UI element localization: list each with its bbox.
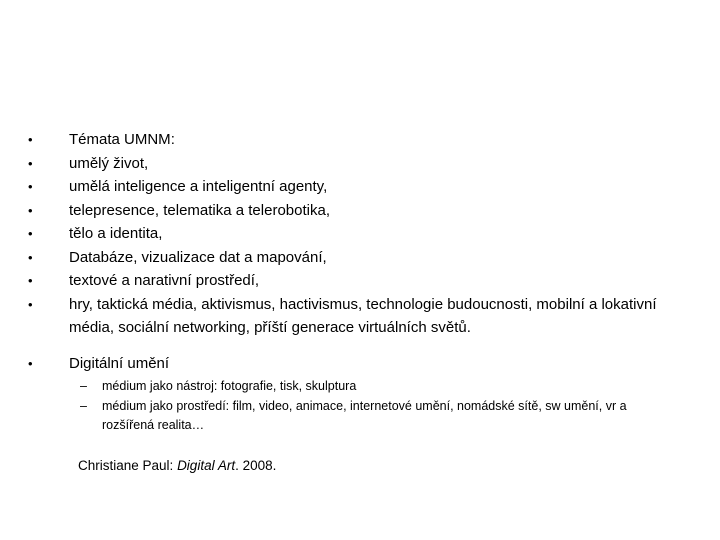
topics-heading-colon: : [170, 131, 175, 148]
list-item [28, 175, 688, 199]
bullet-icon: • [28, 249, 33, 265]
citation-author: Christiane Paul: [78, 458, 178, 473]
sub-list-item-text: médium jako prostředí: film, video, animace, internetové umění, nomádské sítě, sw umění, vr a rozšířená realita… [102, 399, 627, 432]
sub-list-item [80, 377, 680, 396]
bullet-icon: • [28, 179, 33, 194]
bullet-icon: • [28, 132, 33, 147]
citation-title: Digital Art [177, 458, 236, 473]
list-item [28, 293, 688, 340]
bullet-icon: • [28, 226, 33, 241]
bullet-icon: • [28, 273, 33, 288]
list-item-text: umělá inteligence a inteligentní agenty, [69, 178, 328, 195]
list-item-heading [28, 128, 688, 152]
list-item [28, 199, 688, 223]
digital-art-heading: Digitální umění [69, 354, 170, 372]
bullet-icon: • [28, 296, 33, 312]
dash-icon: – [80, 399, 87, 413]
list-item [28, 152, 688, 176]
topics-heading: Témata UMNM [69, 131, 171, 148]
list-item-text: telepresence, telematika a telerobotika, [69, 201, 330, 219]
list-item-text: hry, taktická média, aktivismus, hactivismus, technologie budoucnosti, mobilní a lokativní média, sociální networking, příští generace virtuálních světů. [69, 295, 657, 336]
list-item [28, 246, 688, 270]
list-item-text: umělý život, [69, 154, 149, 172]
sub-list-item [80, 397, 680, 435]
citation [78, 456, 276, 476]
list-item [28, 269, 688, 293]
citation-year: . 2008. [235, 458, 277, 473]
sub-list-item-text: médium jako nástroj: fotografie, tisk, skulptura [102, 379, 357, 393]
list-item [28, 222, 688, 246]
bullet-icon: • [28, 355, 33, 371]
digital-art-sublist [80, 377, 680, 436]
list-item-text: tělo a identita, [69, 225, 163, 242]
list-item-text: textové a narativní prostředí, [69, 272, 260, 289]
bullet-icon: • [28, 155, 33, 171]
topics-list [28, 128, 688, 375]
list-item-digital-art [28, 352, 688, 376]
spacer [28, 340, 688, 352]
bullet-icon: • [28, 202, 33, 218]
list-item-text: Databáze, vizualizace dat a mapování, [69, 248, 327, 266]
dash-icon: – [80, 379, 87, 393]
